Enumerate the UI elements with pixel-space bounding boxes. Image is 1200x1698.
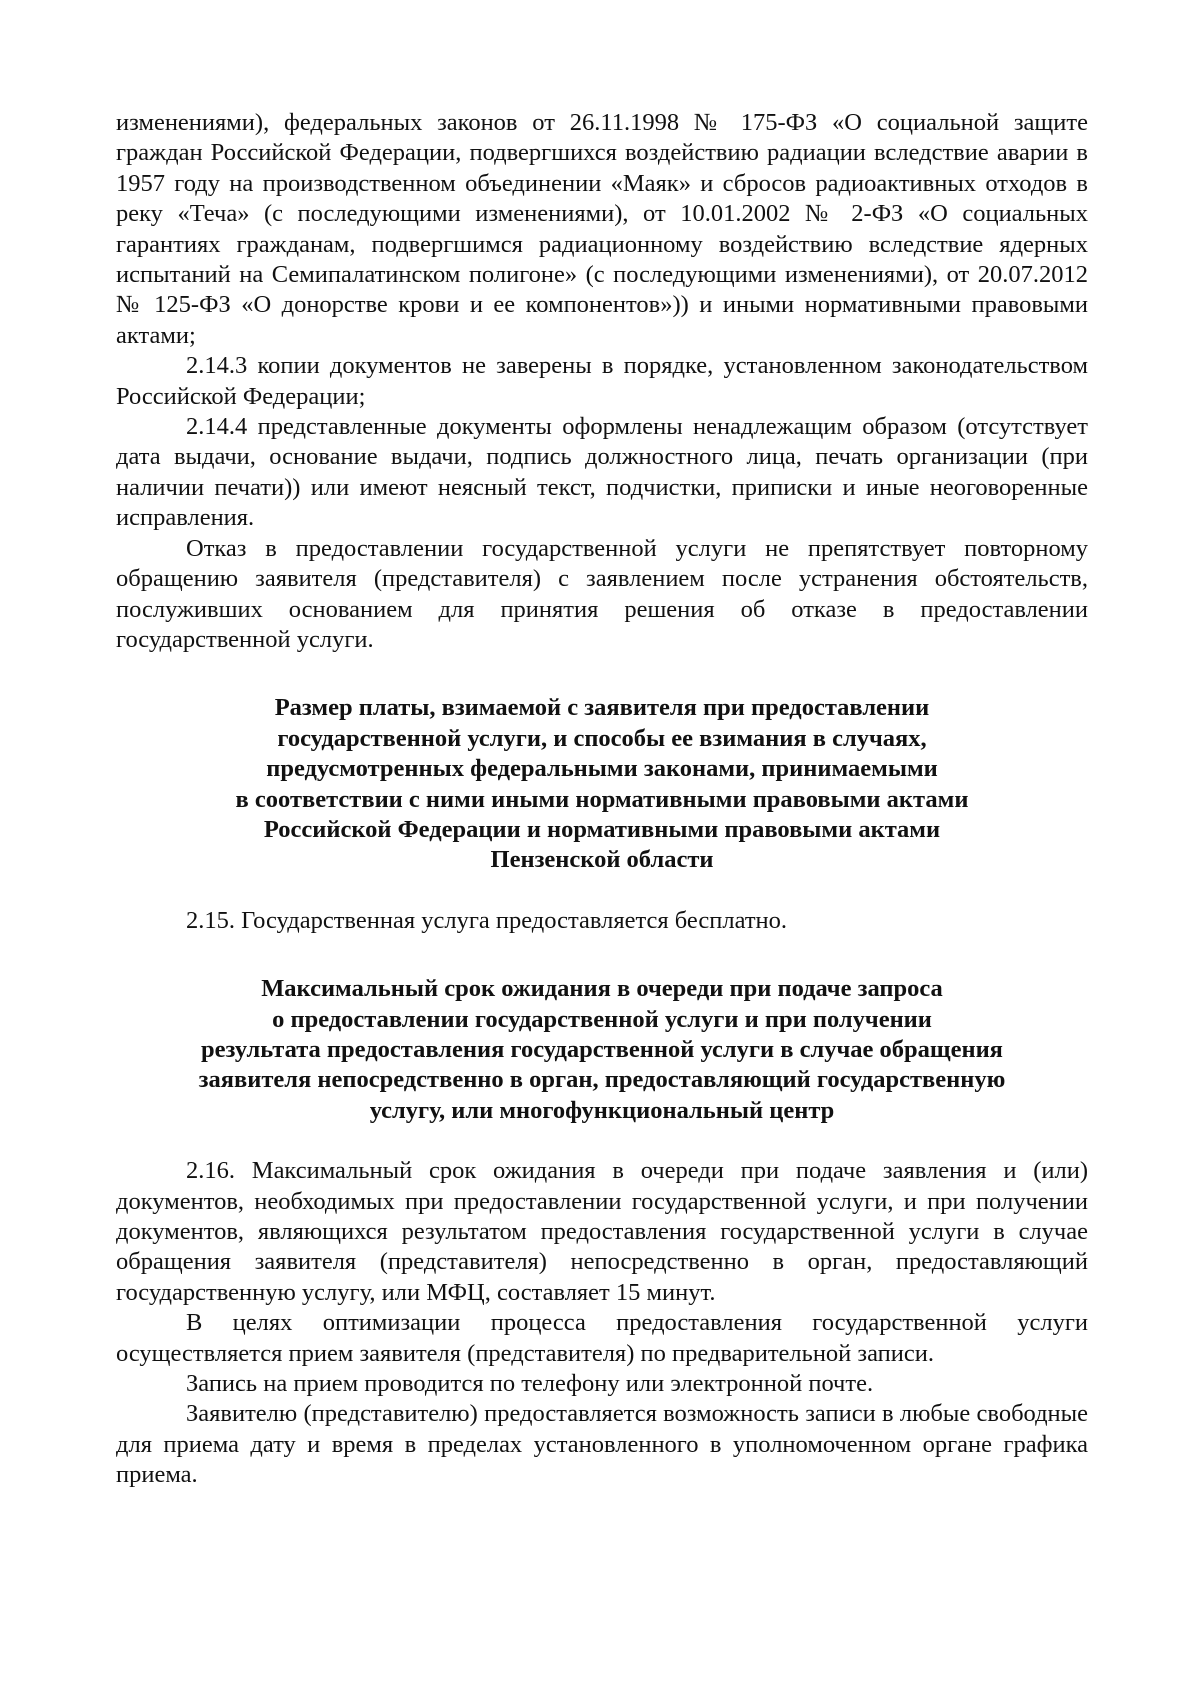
heading-line: Российской Федерации и нормативными правовыми актами [263, 815, 941, 843]
paragraph-appointment-schedule: Заявителю (представителю) предоставляется возможность записи в любые свободные для приема дату и время в пределах установленного в уполномоченном органе графика приема. [116, 1400, 1088, 1489]
paragraph-refusal-note: Отказ в предоставлении государственной услуги не препятствует повторному обращению заявителя (представителя) с заявлением после устранения обстоятельств, послуживших основанием для принятия решения об отказе в предоставлении государственной услуги. [116, 534, 1088, 653]
heading-line: Пензенской области [490, 846, 714, 874]
paragraph-2-14-4: 2.14.4 представленные документы оформлены ненадлежащим образом (отсутствует дата выдачи, основание выдачи, подпись должностного лица, печать организации (при наличии печати)) или имеют неясный текст, подчистки, приписки и иные неоговоренные исправления. [116, 413, 1088, 532]
paragraph-appointment-method: Запись на прием проводится по телефону или электронной почте. [186, 1370, 874, 1398]
document-page [116, 108, 1088, 1491]
paragraph-2-15: 2.15. Государственная услуга предоставляется бесплатно. [186, 906, 788, 934]
heading-line: заявителя непосредственно в орган, предоставляющий государственную [198, 1066, 1006, 1094]
section-heading-fee [116, 693, 1088, 875]
section-heading-waiting-time [116, 974, 1088, 1126]
heading-line: услугу, или многофункциональный центр [369, 1096, 835, 1124]
paragraph-2-16: 2.16. Максимальный срок ожидания в очереди при подаче заявления и (или) документов, необходимых при предоставлении государственной услуги, и при получении документов, являющихся результатом предоставления государственной услуги в случае обращения заявителя (представителя) непосредственно в орган, предоставляющий государственную услугу, или МФЦ, составляет 15 минут. [116, 1157, 1088, 1306]
heading-line: Максимальный срок ожидания в очереди при подаче запроса [261, 975, 943, 1003]
heading-line: результата предоставления государственной услуги в случае обращения [201, 1035, 1003, 1063]
heading-line: Размер платы, взимаемой с заявителя при предоставлении [274, 694, 930, 722]
paragraph-2-14-3: 2.14.3 копии документов не заверены в порядке, установленном законодательством Российской Федерации; [116, 352, 1088, 410]
heading-line: о предоставлении государственной услуги и при получении [272, 1005, 932, 1033]
paragraph-laws-list: изменениями), федеральных законов от 26.11.1998 № 175-ФЗ «О социальной защите граждан Российской Федерации, подвергшихся воздействию радиации вследствие аварии в 1957 году на производственном объединении «Маяк» и сбросов радиоактивных отходов в реку «Теча» (с последующими изменениями), от 10.01.2002 № 2-ФЗ «О социальных гарантиях гражданам, подвергшимся радиационному воздействию вследствие ядерных испытаний на Семипалатинском полигоне» (с последующими изменениями), от 20.07.2012 № 125-ФЗ «О донорстве крови и ее компонентов»)) и иными нормативными правовыми актами; [116, 109, 1088, 349]
heading-line: предусмотренных федеральными законами, принимаемыми [266, 755, 938, 783]
heading-line: государственной услуги, и способы ее взимания в случаях, [277, 724, 927, 752]
heading-line: в соответствии с ними иными нормативными правовыми актами [235, 785, 969, 813]
paragraph-pre-registration: В целях оптимизации процесса предоставления государственной услуги осуществляется прием заявителя (представителя) по предварительной записи. [116, 1309, 1088, 1367]
